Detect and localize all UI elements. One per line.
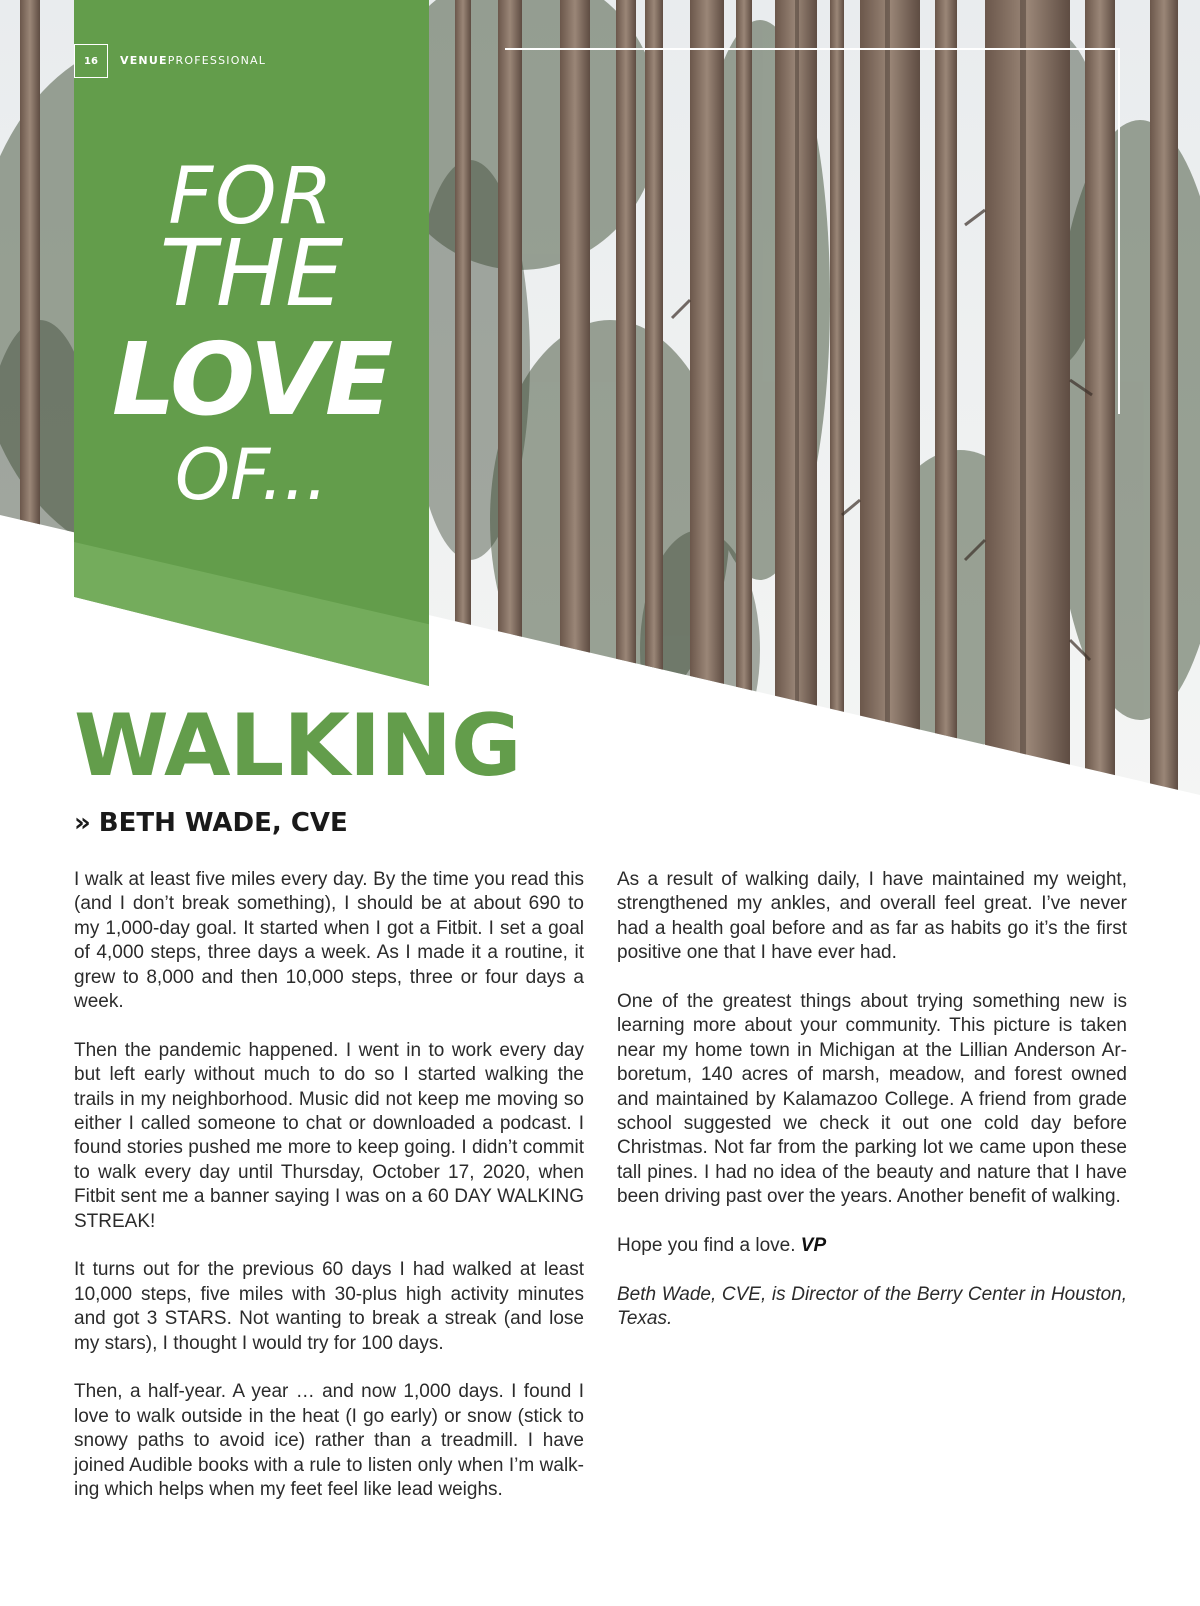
headline-love: LOVE	[111, 321, 392, 438]
body-column-left	[74, 868, 584, 1527]
paragraph: Then, a half-year. A year … and now 1,000 days. I found I love to walk outside in the heat (I go early) or snow (stick to snowy paths to avoid ice) rather than a treadmill. I have joined Audible books with a rule to listen only when I’m walking which helps when my feet feel like lead weighs.	[74, 1381, 584, 1501]
closing-text: Hope you find a love.	[617, 1235, 796, 1257]
paragraph: Then the pandemic happened. I went in to work every day but left early without much to do so I started walking the trails in my neighborhood. Music did not keep me moving so either I called someone to chat or downloaded a podcast. I found stories pushed me more to keep going. I didn’t commit to walk every day until Thursday, October 17, 2020, when Fitbit sent me a banner saying I was on a 60 DAY WALKING STREAK!	[74, 1039, 584, 1232]
double-chevron-right-icon: »	[74, 808, 91, 838]
paragraph: I walk at least five miles every day. By the time you read this (and I don’t break something), I should be at about 690 to my 1,000-day goal. It started when I got a Fitbit. I set a goal of 4,000 steps, three days a week. As I made it a routine, it grew to 8,000 and then 10,000 steps, three or four days a week.	[74, 869, 584, 1013]
byline	[74, 810, 348, 836]
body-column-right	[617, 868, 1127, 1356]
decorative-frame	[505, 48, 1120, 414]
headline-of: OF...	[174, 434, 329, 516]
author-bio: Beth Wade, CVE, is Director of the Berry Center in Houston, Texas.	[617, 1283, 1127, 1330]
headline-the: THE	[159, 220, 344, 327]
closing-line	[617, 1234, 1127, 1258]
page-number: 16	[74, 44, 108, 78]
paragraph: As a result of walking daily, I have maintained my weight, strengthened my ankles, and overall feel great. I’ve never had a health goal before and as far as habits go it’s the first positive one that I have ever had.	[617, 869, 1127, 964]
magazine-name-bold: VENUE	[120, 54, 168, 67]
paragraph: One of the greatest things about trying something new is learning more about your community. This picture is taken near my home town in Michigan at the Lillian Anderson Arboretum, 140 acres of marsh, meadow, and forest owned and maintained by Kalamazoo College. A friend from grade school suggested we check it out one cold day before Christmas. Not far from the parking lot we came upon these tall pines. I had no idea of the beauty and nature that I have been driving past over the years. Another benefit of walking.	[617, 991, 1127, 1208]
magazine-name-light: PROFESSIONAL	[167, 54, 267, 67]
article-title: WALKING	[74, 696, 521, 796]
end-sign: VP	[800, 1235, 827, 1257]
magazine-name	[120, 54, 266, 67]
headline-for: FOR	[168, 152, 335, 242]
author-name: BETH WADE, CVE	[98, 808, 348, 838]
paragraph: It turns out for the previous 60 days I had walked at least 10,000 steps, five miles with 30-plus high activity minutes and got 3 STARS. Not wanting to break a streak (and lose my stars), I thought I would try for 100 days.	[74, 1259, 584, 1354]
